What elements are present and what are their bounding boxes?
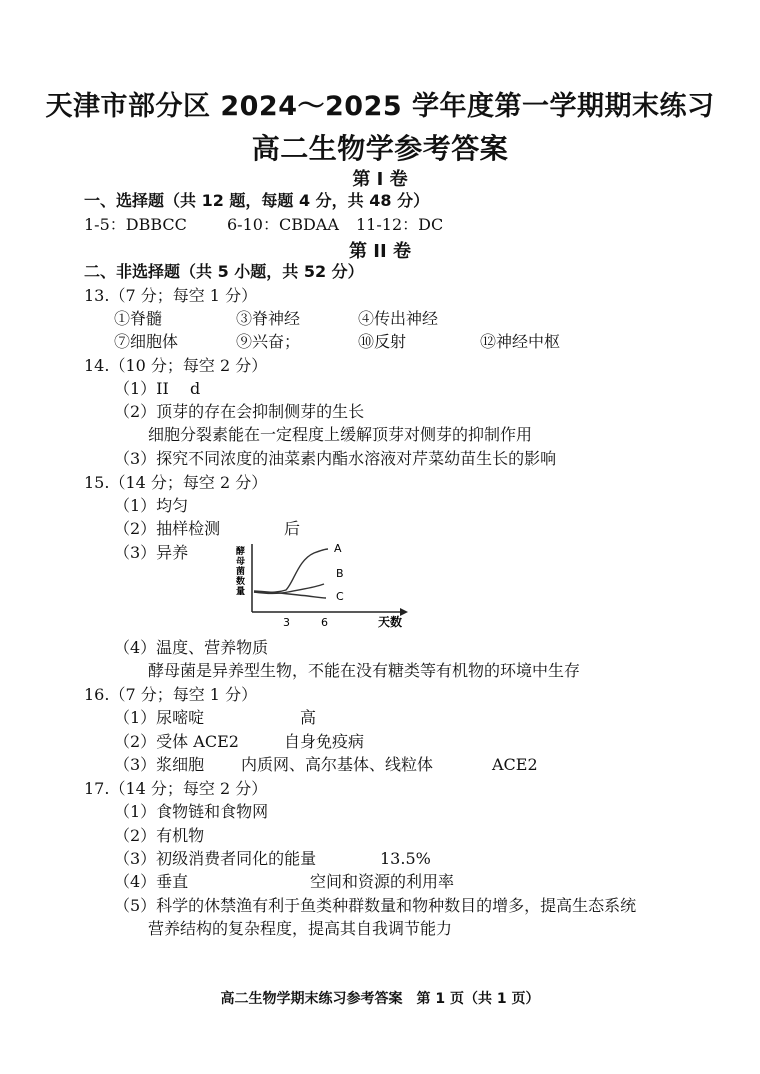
q17-heading: 17.（14 分；每空 2 分） [84,779,268,798]
q14-answer-1a: （1）II [114,379,169,398]
document-subtitle: 高二生物学参考答案 [251,132,509,165]
q14-answer-1b: d [190,379,201,398]
yeast-growth-graph [228,540,414,632]
q15-answer-3: （3）异养 [114,543,189,562]
section-2-title: 二、非选择题（共 5 小题，共 52 分） [84,262,364,281]
section-1-title: 一、选择题（共 12 题，每题 4 分，共 48 分） [84,191,430,210]
y-axis-label-char: 数 [236,577,246,587]
x-tick-label: 3 [283,616,290,629]
x-tick-label: 6 [321,616,328,629]
q16-answer-3c: ACE2 [492,755,538,774]
q16-answer-2a: （2）受体 ACE2 [114,732,239,751]
page-footer: 高二生物学期末练习参考答案 第 1 页（共 1 页） [220,991,540,1007]
q15-answer-1: （1）均匀 [114,496,189,515]
choice-answer-11-12: 11-12：DC [356,215,444,234]
document-title: 天津市部分区 2024～2025 学年度第一学期期末练习 [45,91,715,122]
q13-heading: 13.（7 分；每空 1 分） [84,286,258,305]
q13-answer: ⑦细胞体 [114,332,179,351]
q14-answer-2b: 细胞分裂素能在一定程度上缓解顶芽对侧芽的抑制作用 [148,425,533,444]
volume-1-label: 第 I 卷 [352,169,408,190]
x-axis-label: 天数 [378,615,403,629]
q17-answer-5: （5）科学的休禁渔有利于鱼类种群数量和物种数目的增多，提高生态系统 [114,896,637,915]
volume-2-label: 第 II 卷 [349,241,411,262]
q17-answer-4b: 空间和资源的利用率 [310,872,455,891]
q14-heading: 14.（10 分；每空 2 分） [84,356,268,375]
q17-answer-3b: 13.5% [380,849,431,868]
q13-answer: ①脊髓 [114,309,163,328]
curve-a-label: A [334,542,342,555]
q14-answer-2: （2）顶芽的存在会抑制侧芽的生长 [114,402,365,421]
q17-answer-2: （2）有机物 [114,826,205,845]
y-axis-label-char: 酵 [236,547,246,557]
q15-answer-2a: （2）抽样检测 [114,519,221,538]
q15-answer-4: （4）温度、营养物质 [114,638,269,657]
q13-answer: ⑨兴奋； [236,332,301,351]
q14-answer-3: （3）探究不同浓度的油菜素内酯水溶液对芹菜幼苗生长的影响 [114,449,557,468]
q13-answer: ⑩反射 [358,332,407,351]
y-axis-label-char: 菌 [236,567,246,577]
q13-answer: ③脊神经 [236,309,301,328]
y-axis-label-char: 母 [236,557,246,567]
q17-answer-3a: （3）初级消费者同化的能量 [114,849,317,868]
q17-answer-1: （1）食物链和食物网 [114,802,269,821]
choice-answer-1-5: 1-5：DBBCC [84,215,187,234]
q13-answer: ④传出神经 [358,309,439,328]
q16-heading: 16.（7 分；每空 1 分） [84,685,258,704]
choice-answer-6-10: 6-10：CBDAA [227,215,339,234]
curve-c-label: C [336,590,344,603]
q16-answer-2b: 自身免疫病 [284,732,365,751]
q15-answer-4b: 酵母菌是异养型生物，不能在没有糖类等有机物的环境中生存 [148,661,581,680]
q16-answer-3b: 内质网、高尔基体、线粒体 [241,755,434,774]
q15-heading: 15.（14 分；每空 2 分） [84,473,268,492]
q16-answer-3a: （3）浆细胞 [114,755,205,774]
q17-answer-4a: （4）垂直 [114,872,189,891]
q13-answer: ⑫神经中枢 [480,332,561,351]
q16-answer-1b: 高 [300,708,317,727]
curve-b-label: B [336,567,344,580]
q15-answer-2b: 后 [284,519,301,538]
y-axis-label-char: 量 [236,587,246,597]
q17-answer-5b: 营养结构的复杂程度，提高其自我调节能力 [148,919,453,938]
q16-answer-1a: （1）尿嘧啶 [114,708,205,727]
